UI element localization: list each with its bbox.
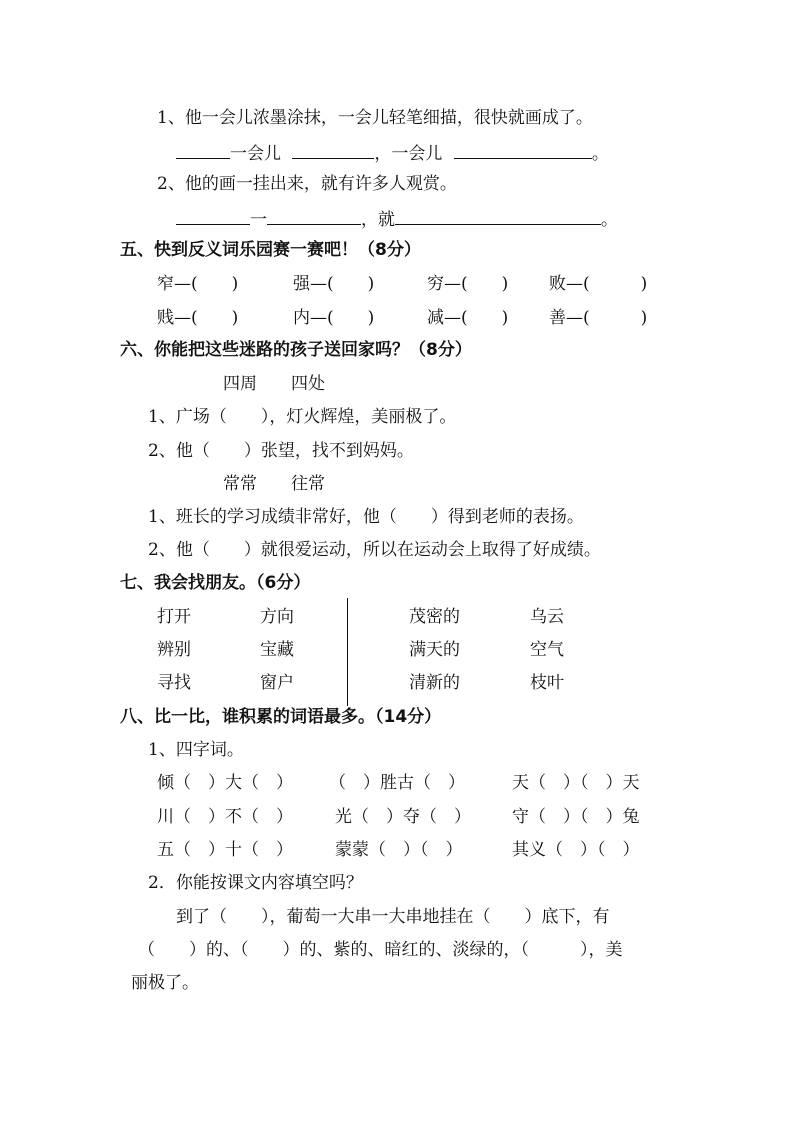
pattern-punct: 。 (591, 144, 609, 164)
q4-sentence-2: 2、他的画一挂出来，就有许多人观赏。 (157, 174, 457, 194)
passage-line[interactable]: 到了（ ），葡萄一大串一大串地挂在（ ）底下，有 (176, 907, 610, 927)
match-word[interactable]: 茂密的 (409, 607, 460, 627)
pattern-punct: ， (374, 144, 392, 164)
section-7-heading: 七、我会找朋友。（6分） (120, 573, 311, 593)
idiom-fill[interactable]: 光（ ）夺（ ） (335, 807, 471, 827)
idiom-fill[interactable]: 倾（ ）大（ ） (157, 773, 293, 793)
blank[interactable] (454, 140, 592, 159)
fill-sentence[interactable]: 1、广场（ ），灯火辉煌，美丽极了。 (148, 407, 457, 427)
idiom-fill[interactable]: （ ）胜古（ ） (329, 773, 465, 793)
match-word[interactable]: 宝藏 (260, 640, 294, 660)
match-word[interactable]: 清新的 (409, 673, 460, 693)
blank[interactable] (176, 140, 230, 159)
q4-sentence-1: 1、他一会儿浓墨涂抹，一会儿轻笔细描，很快就画成了。 (157, 108, 593, 128)
antonym-item[interactable]: 减—( ) (427, 308, 509, 328)
match-word[interactable]: 乌云 (530, 607, 564, 627)
antonym-item[interactable]: 穷—( ) (427, 274, 509, 294)
section-6-heading: 六、你能把这些迷路的孩子送回家吗？（8分） (120, 340, 472, 360)
match-word[interactable]: 方向 (260, 607, 294, 627)
passage-line[interactable]: （ ）的、（ ）的、紫的、暗红的、淡绿的，（ ），美 (138, 940, 623, 960)
blank[interactable] (395, 206, 601, 225)
match-word[interactable]: 空气 (530, 640, 564, 660)
match-word[interactable]: 辨别 (157, 640, 191, 660)
antonym-item[interactable]: 善—( ) (549, 308, 648, 328)
antonym-item[interactable]: 窄—( ) (157, 274, 239, 294)
antonym-item[interactable]: 贱—( ) (157, 308, 239, 328)
word-choices-1: 四周 四处 (223, 374, 325, 394)
pattern-word: 一会儿 (230, 144, 281, 164)
section-8-heading: 八、比一比，谁积累的词语最多。（14分） (120, 707, 442, 727)
antonym-item[interactable]: 内—( ) (293, 308, 375, 328)
pattern-punct: 。 (601, 210, 618, 230)
blank[interactable] (292, 140, 374, 159)
idiom-fill[interactable]: 五（ ）十（ ） (157, 840, 293, 860)
match-word[interactable]: 满天的 (409, 640, 460, 660)
word-choices-2: 常常 往常 (223, 474, 325, 494)
sub-question-1: 1、四字词。 (148, 740, 244, 760)
blank[interactable] (267, 206, 361, 225)
match-word[interactable]: 打开 (157, 607, 191, 627)
q4-pattern-1 (176, 140, 609, 166)
section-5-heading: 五、快到反义词乐园赛一赛吧！（8分） (120, 240, 421, 260)
column-divider (347, 598, 348, 706)
idiom-fill[interactable]: 其义（ ）（ ） (512, 840, 640, 860)
blank[interactable] (176, 206, 250, 225)
passage-line: 丽极了。 (131, 973, 199, 993)
pattern-word: 一会儿 (391, 144, 443, 164)
idiom-fill[interactable]: 蒙蒙（ ）（ ） (335, 840, 463, 860)
fill-sentence[interactable]: 2、他（ ）就很爱运动，所以在运动会上取得了好成绩。 (148, 540, 601, 560)
match-word[interactable]: 枝叶 (530, 673, 564, 693)
match-word[interactable]: 窗户 (260, 673, 294, 693)
antonym-item[interactable]: 强—( ) (293, 274, 375, 294)
sub-question-2: 2．你能按课文内容填空吗？ (148, 873, 363, 893)
pattern-word: 就 (378, 210, 395, 230)
q4-pattern-2 (176, 206, 618, 232)
pattern-word: 一 (250, 210, 267, 230)
antonym-item[interactable]: 败—( ) (549, 274, 648, 294)
fill-sentence[interactable]: 2、他（ ）张望，找不到妈妈。 (148, 441, 414, 461)
match-word[interactable]: 寻找 (157, 673, 191, 693)
pattern-punct: ， (361, 210, 378, 230)
idiom-fill[interactable]: 天（ ）（ ）天 (512, 773, 640, 793)
idiom-fill[interactable]: 守（ ）（ ）兔 (512, 807, 640, 827)
idiom-fill[interactable]: 川（ ）不（ ） (157, 807, 293, 827)
fill-sentence[interactable]: 1、班长的学习成绩非常好，他（ ）得到老师的表扬。 (148, 507, 584, 527)
